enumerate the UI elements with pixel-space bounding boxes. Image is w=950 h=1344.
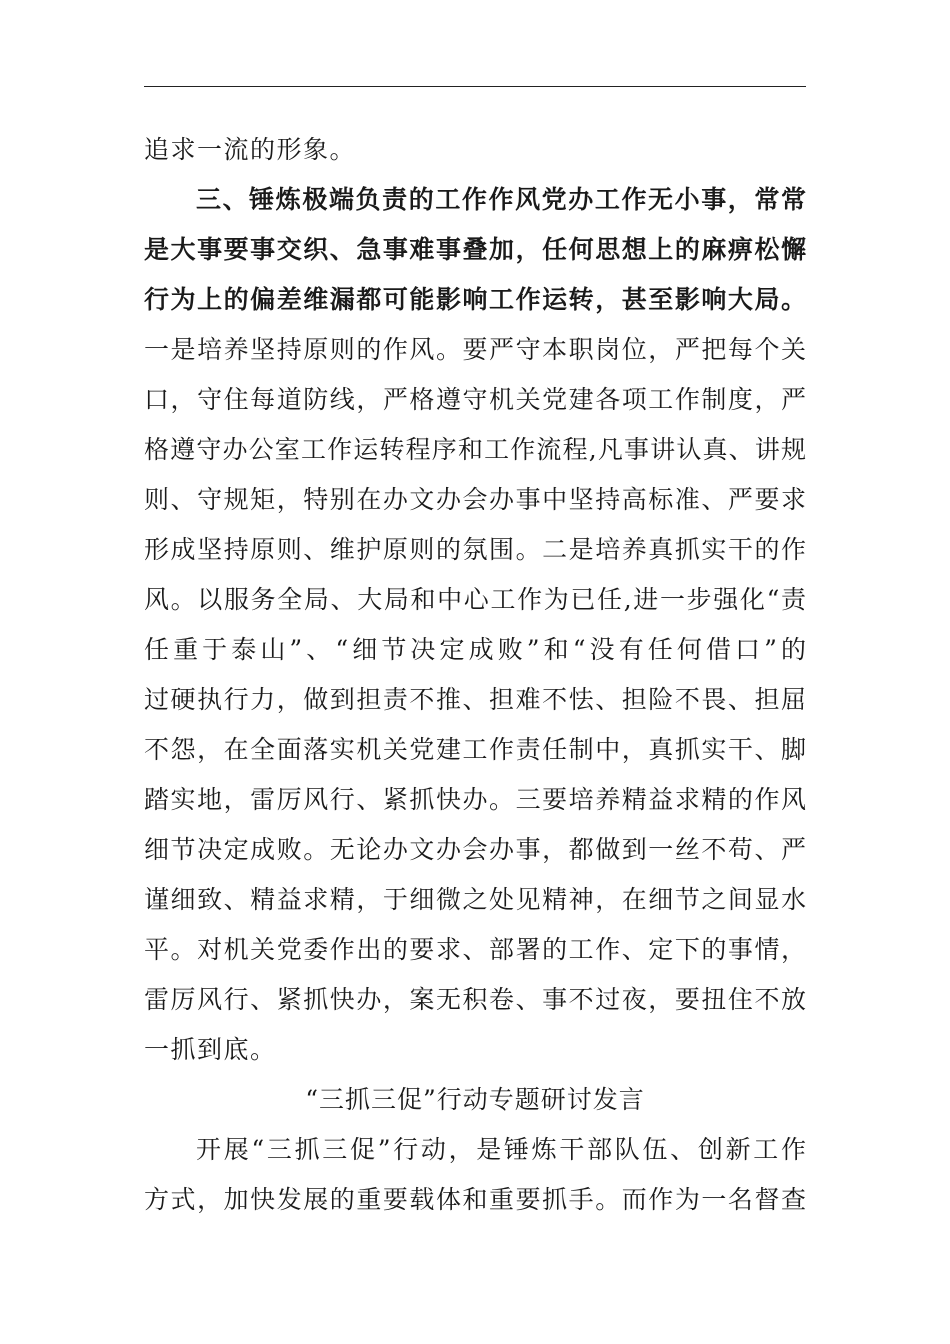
body-line: 踏实地，雷厉风行、紧抓快办。三要培养精益求精的作风 <box>144 785 806 814</box>
section-heading-line: 行为上的偏差维漏都可能影响工作运转，甚至影响大局。 <box>144 285 806 314</box>
body-line: 过硬执行力，做到担责不推、担难不怯、担险不畏、担屈 <box>144 685 806 714</box>
body-line: 风。以服务全局、大局和中心工作为已任,进一步强化“责 <box>144 585 806 614</box>
document-title: “三抓三促”行动专题研讨发言 <box>305 1085 645 1114</box>
section-heading-line: 是大事要事交织、急事难事叠加，任何思想上的麻痹松懈 <box>144 235 806 264</box>
body-line: 格遵守办公室工作运转程序和工作流程,凡事讲认真、讲规 <box>144 435 806 464</box>
body-line: 谨细致、精益求精，于细微之处见精神，在细节之间显水 <box>144 885 806 914</box>
body-line: 不怨，在全面落实机关党建工作责任制中，真抓实干、脚 <box>144 735 806 764</box>
body-line: 则、守规矩，特别在办文办会办事中坚持高标准、严要求 <box>144 485 806 514</box>
body-line: 细节决定成败。无论办文办会办事，都做到一丝不苟、严 <box>144 835 806 864</box>
body-line: 平。对机关党委作出的要求、部署的工作、定下的事情， <box>144 935 806 964</box>
body-line: 开展“三抓三促”行动，是锤炼干部队伍、创新工作 <box>196 1135 806 1164</box>
body-line: 口，守住每道防线，严格遵守机关党建各项工作制度，严 <box>144 385 806 414</box>
body-line: 追求一流的形象。 <box>144 135 357 164</box>
body-line: 任重于泰山”、“细节决定成败”和“没有任何借口”的 <box>144 635 806 664</box>
body-line: 方式，加快发展的重要载体和重要抓手。而作为一名督查 <box>144 1185 806 1214</box>
header-rule <box>144 86 806 87</box>
body-line: 形成坚持原则、维护原则的氛围。二是培养真抓实干的作 <box>144 535 806 564</box>
section-heading-line: 三、锤炼极端负责的工作作风党办工作无小事，常常 <box>196 185 806 214</box>
body-line: 一是培养坚持原则的作风。要严守本职岗位，严把每个关 <box>144 335 806 364</box>
body-line: 一抓到底。 <box>144 1035 277 1064</box>
body-line: 雷厉风行、紧抓快办，案无积卷、事不过夜，要扭住不放 <box>144 985 806 1014</box>
